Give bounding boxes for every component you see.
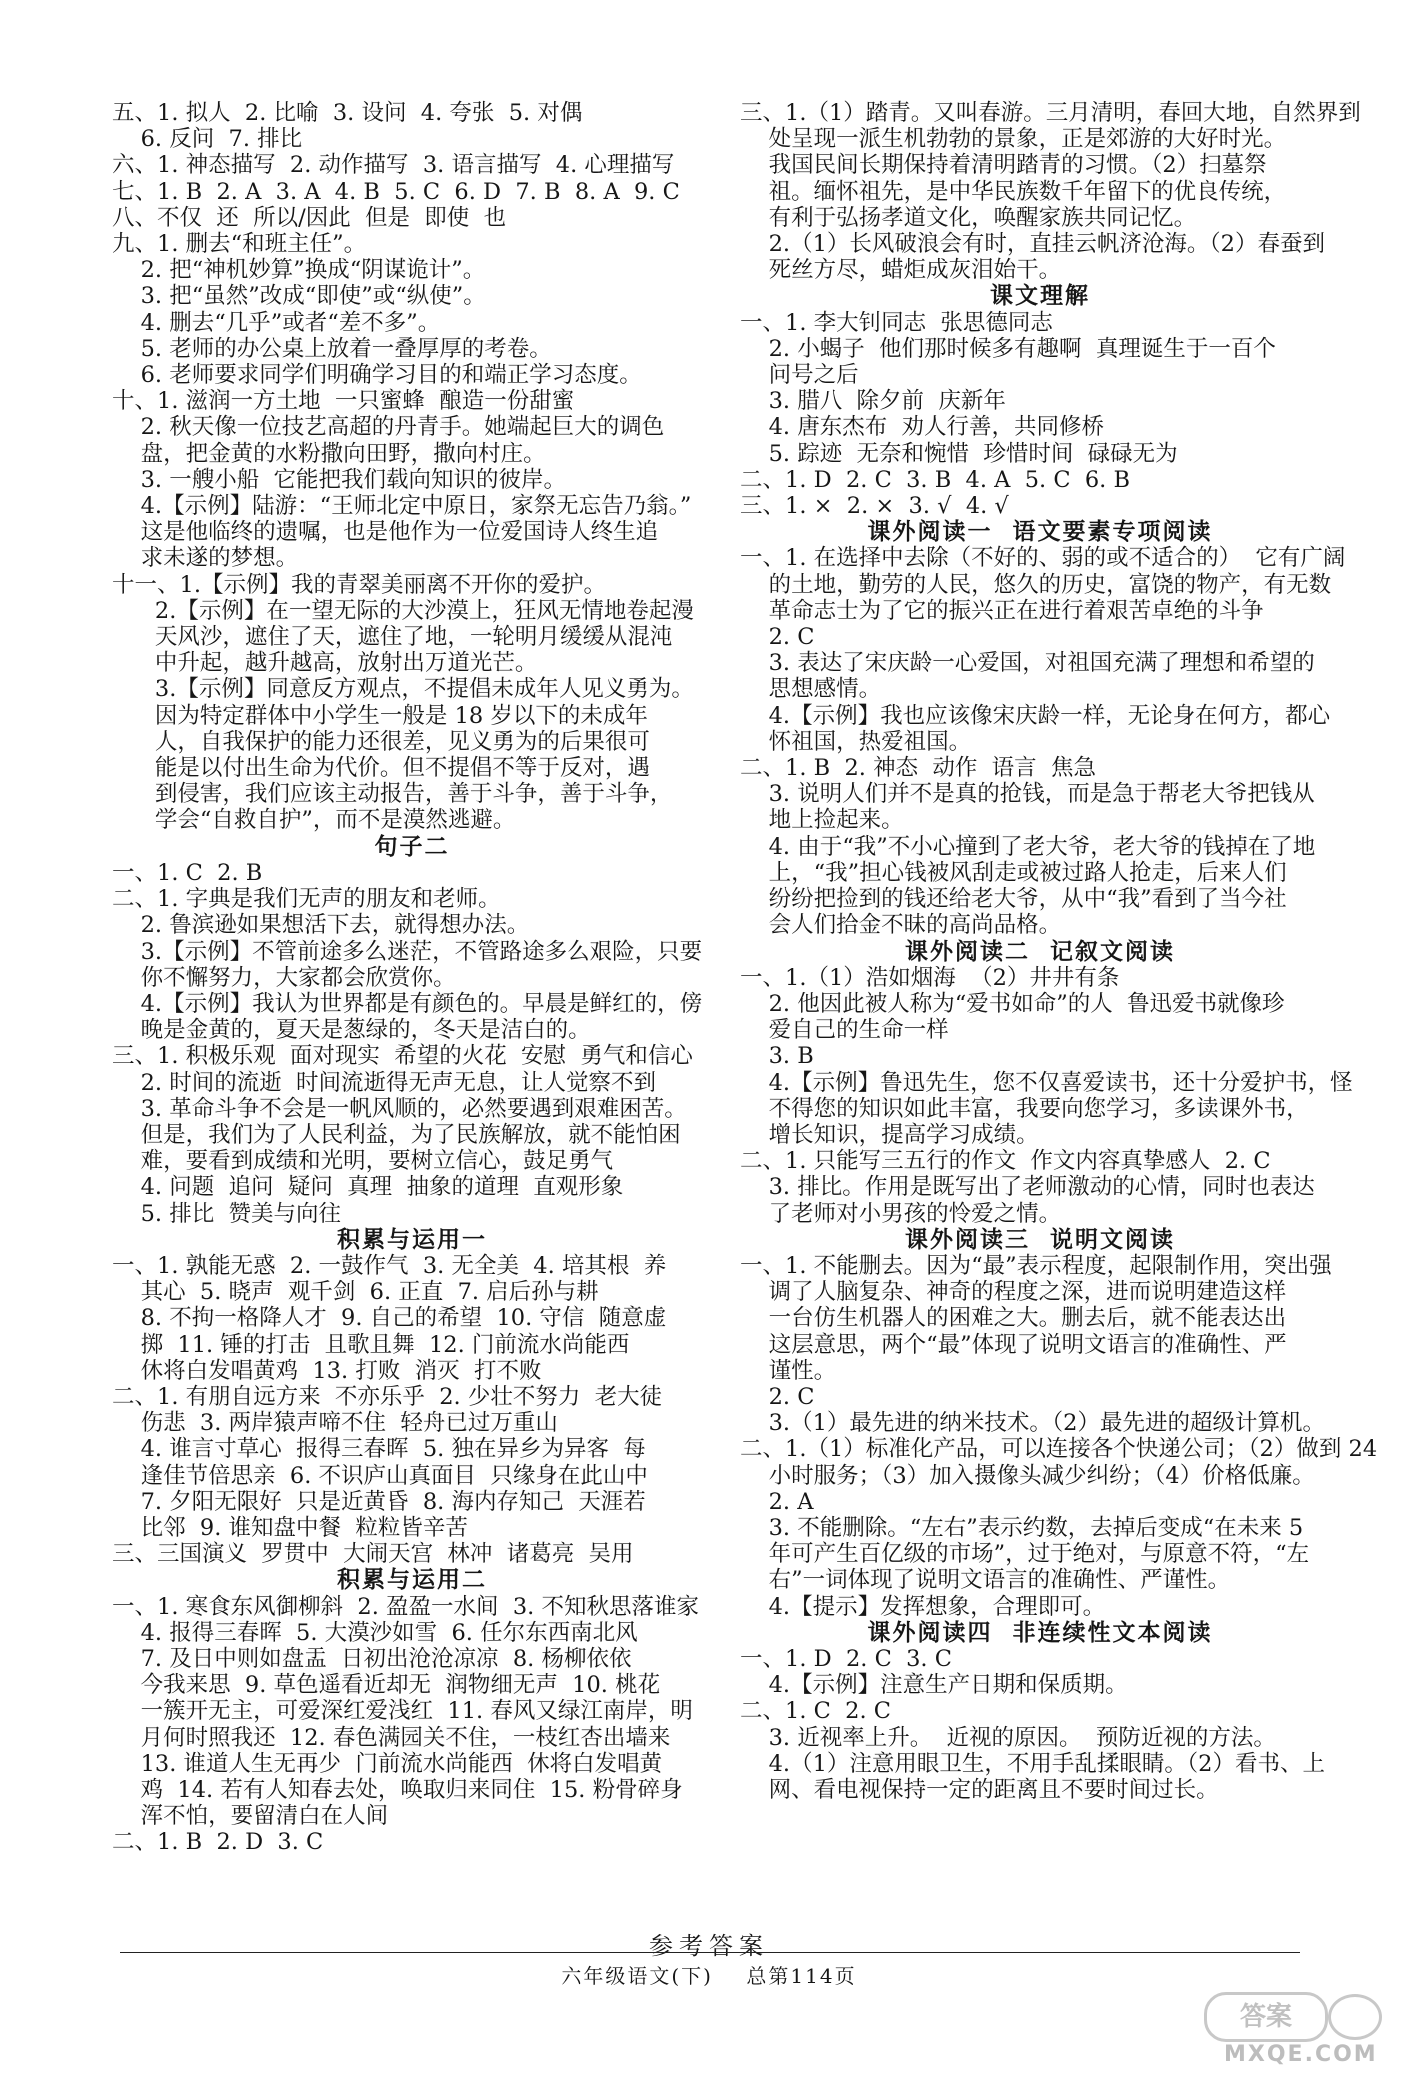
answer-line: 二、1. D 2. C 3. B 4. A 5. C 6. B [740,466,1131,493]
answer-line: 我国民间长期保持着清明踏青的习惯。（2）扫墓祭 [740,152,1267,179]
answer-line: 能是以付出生命为代价。但不提倡不等于反对，遇 [112,755,650,782]
answer-line: 2.【示例】在一望无际的大沙漠上，狂风无情地卷起漫 [112,597,694,624]
answer-line: 今我来思 9. 草色遥看近却无 润物细无声 10. 桃花 [112,1672,661,1699]
answer-line: 2. 小蝎子 他们那时候多有趣啊 真理诞生于一百个 [740,335,1276,362]
answer-line: 盘，把金黄的水粉撒向田野，撒向村庄。 [112,440,546,467]
answer-line: 二、1. B 2. 神态 动作 语言 焦急 [740,755,1096,782]
answer-line: 了老师对小男孩的怜爱之情。 [740,1200,1062,1227]
section-heading: 积累与运用一 [337,1226,487,1253]
answer-line: 7. 夕阳无限好 只是近黄昏 8. 海内存知己 天涯若 [112,1488,646,1515]
answer-line: 4.【提示】发挥想象，合理即可。 [740,1593,1106,1620]
answer-line: 4. 唐东杰布 劝人行善，共同修桥 [740,414,1105,441]
answer-line: 6. 老师要求同学们明确学习目的和端正学习态度。 [112,362,642,389]
answer-line: 思想感情。 [740,676,882,703]
answer-line: 4. 谁言寸草心 报得三春晖 5. 独在异乡为异客 每 [112,1436,646,1463]
answer-line: 2. C [740,624,815,651]
answer-line: 4. 问题 追问 疑问 真理 抽象的道理 直观形象 [112,1174,624,1201]
answer-line: 3. 把“虽然”改成“即使”或“纵使”。 [112,283,486,310]
answer-line: 到侵害，我们应该主动报告，善于斗争，善于斗争， [112,781,673,808]
answer-line: 有利于弘扬孝道文化，唤醒家族共同记忆。 [740,204,1197,231]
answer-line: 这层意思，两个“最”体现了说明文语言的准确性、严 [740,1331,1287,1358]
answer-line: 3. 排比。作用是既写出了老师激动的心情，同时也表达 [740,1174,1315,1201]
answer-line: 右”一词体现了说明文语言的准确性、严谨性。 [740,1567,1231,1594]
answer-line: 的土地，勤劳的人民，悠久的历史，富饶的物产，有无数 [740,571,1332,598]
section-heading: 课外阅读二 记叙文阅读 [904,938,1175,965]
answer-line: 一、1. 孰能无惑 2. 一鼓作气 3. 无全美 4. 培其根 养 [112,1252,667,1279]
answer-line: 不得您的知识如此丰富，我要向您学习，多读课外书， [740,1095,1309,1122]
answer-line: 一、1. 不能删去。因为“最”表示程度，起限制作用，突出强 [740,1252,1332,1279]
answer-line: 4.【示例】鲁迅先生，您不仅喜爱读书，还十分爱护书，怪 [740,1069,1353,1096]
answer-line: 2. 鲁滨逊如果想活下去，就得想办法。 [112,912,530,939]
page-footer-title [0,1926,1418,1961]
answer-line: 2. C [740,1383,815,1410]
footer-page-number: 总第114页 [746,1964,857,1988]
left-answer-column [112,100,712,1856]
answer-line: 增长知识，提高学习成绩。 [740,1121,1039,1148]
answer-line: 中升起，越升越高，放射出万道光芒。 [112,650,538,677]
answer-line: 革命志士为了它的振兴正在进行着艰苦卓绝的斗争 [740,597,1264,624]
answer-line: 一台仿生机器人的困难之大。删去后，就不能表达出 [740,1305,1287,1332]
answer-line: 4.（1）注意用眼卫生，不用手乱揉眼睛。（2）看书、上 [740,1750,1325,1777]
answer-line: 3. 表达了宋庆龄一心爱国，对祖国充满了理想和希望的 [740,650,1315,677]
answer-line: 休将白发唱黄鸡 13. 打败 消灭 打不败 [112,1357,542,1384]
answer-line: 其心 5. 晓声 观千剑 6. 正直 7. 启后孙与耕 [112,1279,599,1306]
answer-line: 月何时照我还 12. 春色满园关不住，一枝红杏出墙来 [112,1724,671,1751]
answer-line: 二、1. B 2. D 3. C [112,1829,324,1856]
answer-line: 8. 不拘一格降人才 9. 自己的希望 10. 守信 随意虚 [112,1305,667,1332]
answer-line: 逢佳节倍思亲 6. 不识庐山真面目 只缘身在此山中 [112,1462,648,1489]
answer-line: 祖。缅怀祖先，是中华民族数千年留下的优良传统， [740,178,1287,205]
answer-line: 4.【示例】我也应该像宋庆龄一样，无论身在何方，都心 [740,702,1331,729]
answer-line: 一簇开无主，可爱深红爱浅红 11. 春风又绿江南岸，明 [112,1698,693,1725]
answer-line: 天风沙，遮住了天，遮住了地，一轮明月缓缓从混沌 [112,624,673,651]
answer-line: 3. 说明人们并不是真的抢钱，而是急于帮老大爷把钱从 [740,781,1315,808]
answer-line: 比邻 9. 谁知盘中餐 粒粒皆辛苦 [112,1514,468,1541]
answer-line: 晚是金黄的，夏天是葱绿的，冬天是洁白的。 [112,1017,591,1044]
answer-line: 地上捡起来。 [740,807,904,834]
answer-line: 小时服务；（3）加入摄像头减少纠纷；（4）价格低廉。 [740,1462,1315,1489]
answer-line: 4. 报得三春晖 5. 大漠沙如雪 6. 任尔东西南北风 [112,1619,638,1646]
answer-line: 3. 革命斗争不会是一帆风顺的，必然要遇到艰难困苦。 [112,1095,687,1122]
answer-line: 问号之后 [740,362,859,389]
watermark-logo [1204,1992,1404,2070]
answer-line: 3. B [740,1043,814,1070]
answer-line: 怀祖国，热爱祖国。 [740,728,972,755]
answer-line: 二、1.（1）标准化产品，可以连接各个快递公司；（2）做到 24 [740,1436,1378,1463]
answer-line: 难，要看到成绩和光明，要树立信心，鼓足勇气 [112,1148,614,1175]
answer-line: 2. 时间的流逝 时间流逝得无声无息，让人觉察不到 [112,1069,657,1096]
answer-line: 3.【示例】不管前途多么迷茫，不管路途多么艰险，只要 [112,938,703,965]
answer-line: 六、1. 神态描写 2. 动作描写 3. 语言描写 4. 心理描写 [112,152,675,179]
answer-line: 掷 11. 锤的打击 且歌且舞 12. 门前流水尚能西 [112,1331,630,1358]
section-heading: 课外阅读三 说明文阅读 [904,1226,1175,1253]
answer-line: 但是，我们为了人民利益，为了民族解放，就不能怕困 [112,1121,681,1148]
answer-line: 网、看电视保持一定的距离且不要时间过长。 [740,1777,1219,1803]
answer-line: 二、1. 只能写三五行的作文 作文内容真挚感人 2. C [740,1148,1271,1175]
answer-line: 13. 谁道人生无再少 门前流水尚能西 休将白发唱黄 [112,1750,663,1777]
answer-line: 三、1.（1）踏青。又叫春游。三月清明，春回大地，自然界到 [740,100,1361,126]
answer-line: 浑不怕，要留清白在人间 [112,1803,389,1830]
answer-line: 3. 一艘小船 它能把我们载向知识的彼岸。 [112,466,567,493]
answer-line: 二、1. 字典是我们无声的朋友和老师。 [112,886,501,913]
watermark-circle-icon [1328,1994,1382,2040]
answer-line: 一、1. D 2. C 3. C [740,1645,952,1672]
answer-line: 一、1.（1）浩如烟海 （2）井井有条 [740,964,1120,991]
answer-line: 九、1. 删去“和班主任”。 [112,231,367,258]
answer-line: 三、1. × 2. × 3. √ 4. √ [740,493,1009,520]
answer-line: 五、1. 拟人 2. 比喻 3. 设问 4. 夸张 5. 对偶 [112,100,583,126]
right-answer-column [740,100,1378,1803]
answer-line: 爱自己的生命一样 [740,1017,949,1044]
answer-line: 因为特定群体中小学生一般是 18 岁以下的未成年 [112,702,648,729]
watermark-badge: 答案 [1204,1992,1328,2042]
answer-line: 4. 删去“几乎”或者“差不多”。 [112,309,441,336]
footer-title: 参考答案 [649,1932,769,1960]
answer-line: 4.【示例】我认为世界都是有颜色的。早晨是鲜红的，傍 [112,990,703,1017]
answer-line: 2. 他因此被人称为“爱书如命”的人 鲁迅爱书就像珍 [740,990,1285,1017]
answer-line: 十一、1.【示例】我的青翠美丽离不开你的爱护。 [112,571,606,598]
footer-divider [120,1952,1300,1953]
answer-line: 2.（1）长风破浪会有时，直挂云帆济沧海。（2）春蚕到 [740,231,1325,258]
footer-grade-subject: 六年级语文(下) [561,1964,713,1988]
answer-line: 伤悲 3. 两岸猿声啼不住 轻舟已过万重山 [112,1410,558,1437]
answer-line: 5. 排比 赞美与向往 [112,1200,342,1227]
answer-line: 你不懈努力，大家都会欣赏你。 [112,964,456,991]
answer-line: 三、1. 积极乐观 面对现实 希望的火花 安慰 勇气和信心 [112,1043,693,1070]
answer-line: 一、1. 李大钊同志 张思德同志 [740,309,1053,336]
section-heading: 课外阅读四 非连续性文本阅读 [867,1619,1213,1646]
answer-line: 学会“自救自护”，而不是漠然逃避。 [112,807,516,834]
answer-line: 求未遂的梦想。 [112,545,299,572]
answer-line: 调了人脑复杂、神奇的程度之深，进而说明建造这样 [740,1279,1287,1306]
answer-line: 3.【示例】同意反方观点，不提倡未成年人见义勇为。 [112,676,694,703]
answer-line: 上，“我”担心钱被风刮走或被过路人抢走，后来人们 [740,859,1287,886]
answer-line: 处呈现一派生机勃勃的景象，正是郊游的大好时光。 [740,126,1287,153]
answer-line: 2. 秋天像一位技艺高超的丹青手。她端起巨大的调色 [112,414,665,441]
answer-line: 纷纷把捡到的钱还给老大爷，从中“我”看到了当今社 [740,886,1287,913]
answer-line: 谨性。 [740,1357,837,1384]
answer-line: 4.【示例】陆游：“王师北定中原日，家祭无忘告乃翁。” [112,493,692,520]
answer-line: 3. 近视率上升。 近视的原因。 预防近视的方法。 [740,1724,1276,1751]
footer-info [0,1960,1418,1989]
answer-line: 5. 踪迹 无奈和惋惜 珍惜时间 碌碌无为 [740,440,1178,467]
answer-line: 这是他临终的遗嘱，也是他作为一位爱国诗人终生追 [112,519,659,546]
answer-line: 人，自我保护的能力还很差，见义勇为的后果很可 [112,728,650,755]
answer-line: 一、1. C 2. B [112,859,263,886]
section-heading: 课外阅读一 语文要素专项阅读 [867,519,1213,546]
answer-line: 3.（1）最先进的纳米技术。（2）最先进的超级计算机。 [740,1410,1325,1437]
answer-line: 会人们拾金不昧的高尚品格。 [740,912,1062,939]
answer-line: 七、1. B 2. A 3. A 4. B 5. C 6. D 7. B 8. A 9. C [112,178,680,205]
answer-line: 十、1. 滋润一方土地 一只蜜蜂 酿造一份甜蜜 [112,388,575,415]
answer-line: 一、1. 在选择中去除（不好的、弱的或不适合的） 它有广阔 [740,545,1346,572]
answer-line: 死丝方尽，蜡炬成灰泪始干。 [740,257,1062,284]
answer-line: 6. 反问 7. 排比 [112,126,303,153]
watermark-site-text: MXQE.COM [1224,2042,1378,2067]
answer-line: 三、三国演义 罗贯中 大闹天宫 林冲 诸葛亮 吴用 [112,1541,634,1568]
answer-line: 二、1. 有朋自远方来 不亦乐乎 2. 少壮不努力 老大徒 [112,1383,663,1410]
answer-line: 年可产生百亿级的市场”，过于绝对，与原意不符，“左 [740,1541,1310,1568]
answer-line: 2. 把“神机妙算”换成“阴谋诡计”。 [112,257,486,284]
answer-line: 3. 不能删除。“左右”表示约数，去掉后变成“在未来 5 [740,1514,1304,1541]
answer-line: 鸡 14. 若有人知春去处，唤取归来同住 15. 粉骨碎身 [112,1777,683,1803]
answer-line: 2. A [740,1488,814,1515]
section-heading: 积累与运用二 [337,1567,487,1594]
answer-line: 3. 腊八 除夕前 庆新年 [740,388,1006,415]
answer-line: 7. 及日中则如盘盂 日初出沧沧凉凉 8. 杨柳依依 [112,1645,632,1672]
answer-line: 八、不仅 还 所以/因此 但是 即使 也 [112,204,507,231]
answer-line: 4.【示例】注意生产日期和保质期。 [740,1672,1128,1699]
answer-line: 二、1. C 2. C [740,1698,891,1725]
section-heading: 课文理解 [990,283,1090,310]
answer-line: 5. 老师的办公桌上放着一叠厚厚的考卷。 [112,335,552,362]
answer-line: 一、1. 寒食东风御柳斜 2. 盈盈一水间 3. 不知秋思落谁家 [112,1593,699,1620]
section-heading: 句子二 [374,833,450,860]
answer-line: 4. 由于“我”不小心撞到了老大爷，老大爷的钱掉在了地 [740,833,1316,860]
